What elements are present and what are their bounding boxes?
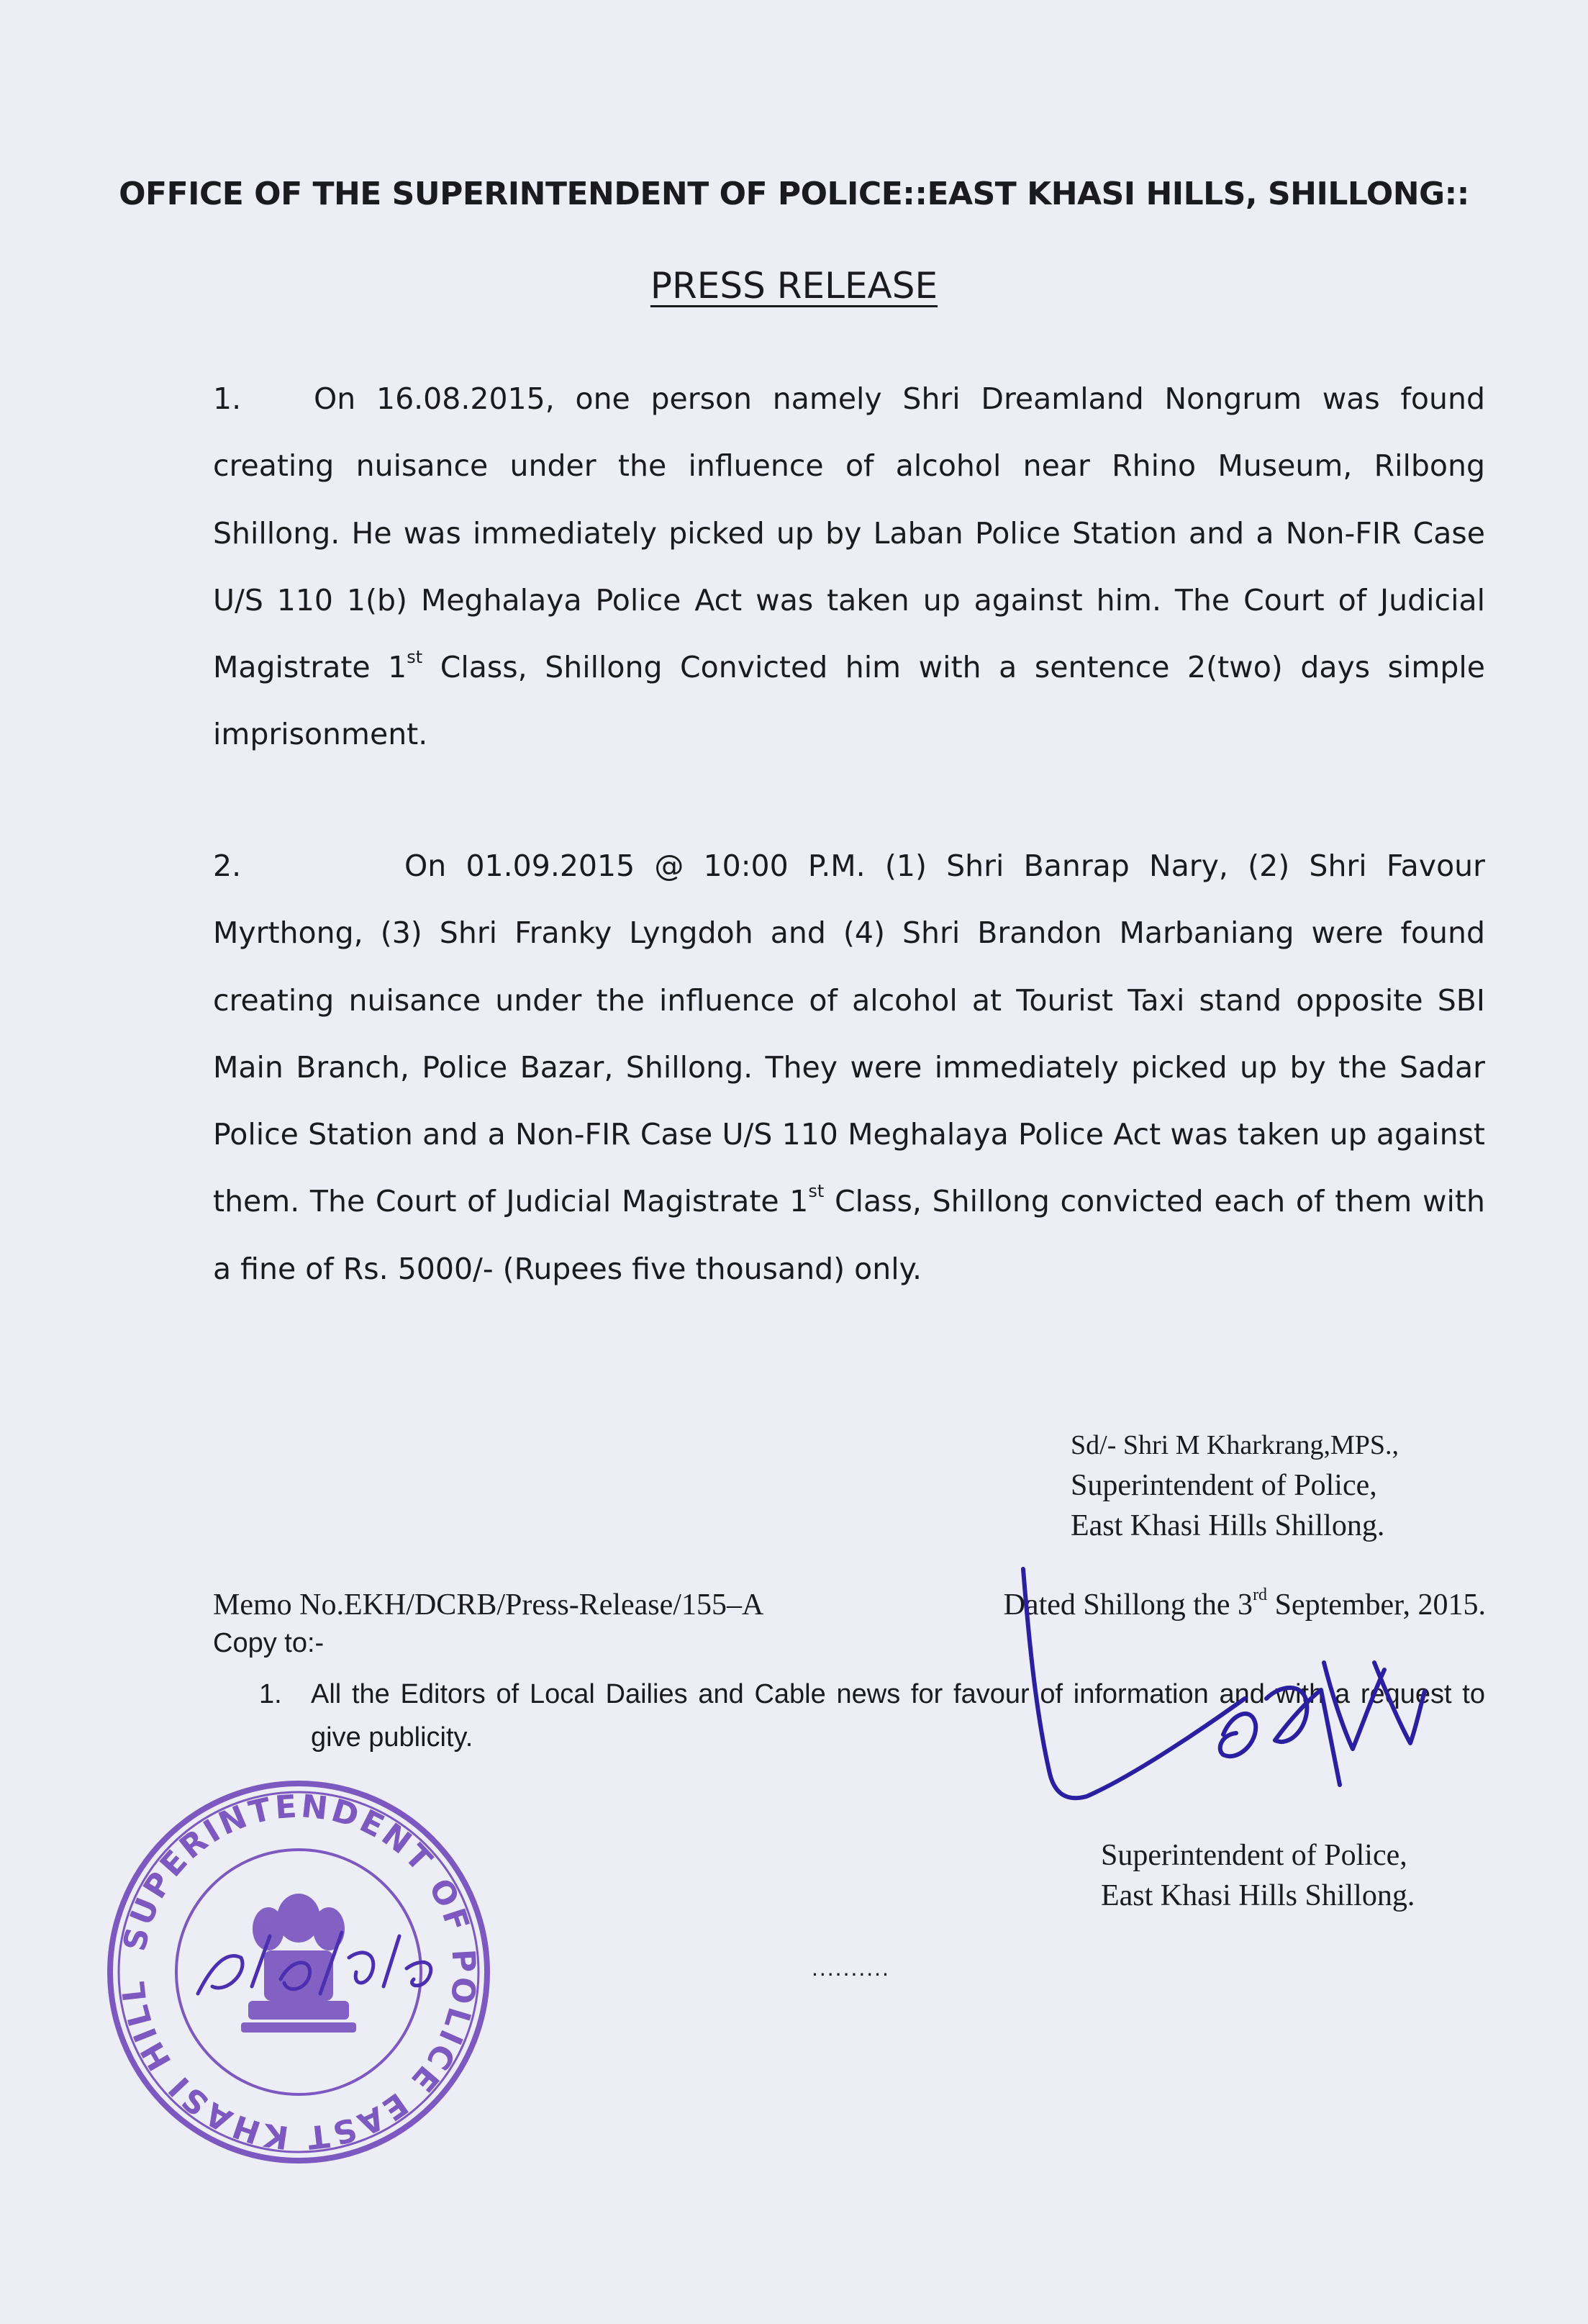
office-stamp	[89, 1749, 493, 2166]
ordinal-suffix: st	[407, 647, 423, 668]
signed-by-line: Sd/- Shri M Kharkrang,MPS.,	[1071, 1430, 1399, 1460]
designation-line: Superintendent of Police,	[1071, 1469, 1377, 1502]
paragraph-text-continued: Class, Shillong Convicted him with a sentence 2(two) days simple imprisonment.	[213, 650, 1485, 752]
copy-to-label: Copy to:-	[213, 1628, 325, 1658]
signatory-designation: Superintendent of Police,	[1101, 1839, 1407, 1872]
paragraph-number: 1.	[213, 381, 242, 416]
office-header: OFFICE OF THE SUPERINTENDENT OF POLICE::EAST KHASI HILLS, SHILLONG::	[119, 176, 1469, 212]
paragraph-2	[213, 833, 1485, 1303]
signatory-block	[1101, 1835, 1415, 1916]
paragraph-number: 2.	[213, 849, 242, 883]
signatory-location: East Khasi Hills Shillong.	[1101, 1879, 1415, 1912]
ordinal-suffix: rd	[1253, 1586, 1268, 1604]
memo-number: Memo No.EKH/DCRB/Press-Release/155–A	[213, 1588, 764, 1622]
end-dots: ..........	[812, 1955, 890, 1981]
copy-item-text: All the Editors of Local Dailies and Cable news for favour of information and with a request to give publicity.	[311, 1679, 1485, 1753]
handwritten-signature	[1007, 1555, 1468, 1843]
ordinal-suffix: st	[808, 1181, 825, 1202]
dated-text: Dated Shillong the 3	[1003, 1588, 1253, 1622]
svg-text:SUPERINTENDENT OF POLICE EAST: SUPERINTENDENT OF POLICE EAST KHASI HILLS, SHILLONG	[89, 1749, 483, 2156]
dated-text-continued: September, 2015.	[1267, 1588, 1486, 1622]
copy-item-number: 1.	[259, 1679, 282, 1709]
office-location-line: East Khasi Hills Shillong.	[1071, 1509, 1385, 1542]
signature-block	[1071, 1425, 1399, 1546]
paragraph-text: On 01.09.2015 @ 10:00 P.M. (1) Shri Banrap Nary, (2) Shri Favour Myrthong, (3) Shri Franky Lyngdoh and (4) Shri Brandon Marbaniang were found creating nuisance under the influence of alcohol at Tourist Taxi stand opposite SBI Main Branch, Police Bazar, Shillong. They were immediately picked up by the Sadar Police Station and a Non-FIR Case U/S 110 Meghalaya Police Act was taken up against them. The Court of Judicial Magistrate 1	[213, 849, 1485, 1219]
paragraph-1	[213, 366, 1485, 769]
paragraph-text-continued: Class, Shillong convicted each of them with a fine of Rs. 5000/- (Rupees five thousand) only.	[213, 1184, 1485, 1286]
paragraph-text: On 16.08.2015, one person namely Shri Dreamland Nongrum was found creating nuisance under the influence of alcohol near Rhino Museum, Rilbong Shillong. He was immediately picked up by Laban Police Station and a Non-FIR Case U/S 110 1(b) Meghalaya Police Act was taken up against him. The Court of Judicial Magistrate 1	[213, 381, 1485, 685]
press-release-title: PRESS RELEASE	[650, 265, 938, 307]
